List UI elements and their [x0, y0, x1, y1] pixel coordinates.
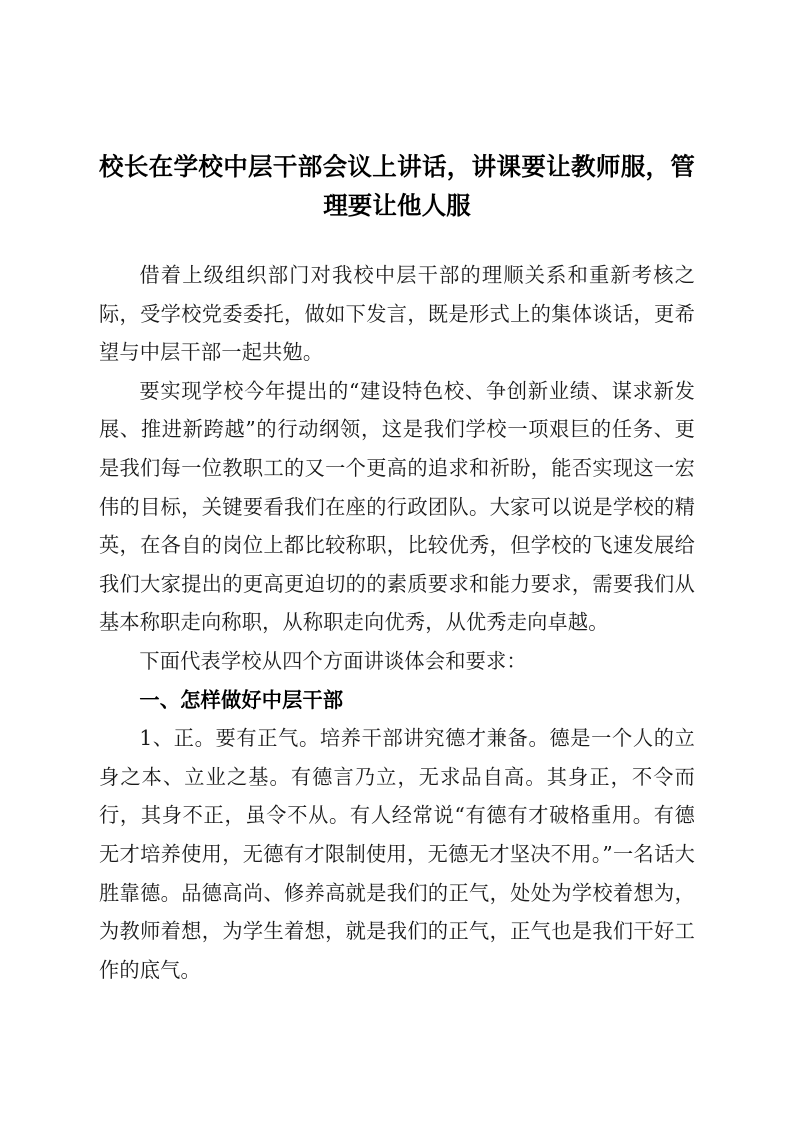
paragraph-integrity: 1、正。要有正气。培养干部讲究德才兼备。德是一个人的立身之本、立业之基。有德言乃立，无求品自高。其身正，不令而行，其身不正，虽令不从。有人经常说“有德有才破格重用。有德无才培养使用，无德有才限制使用，无德无才坚决不用。”一名话大胜靠德。品德高尚、修养高就是我们的正气，处处为学校着想为，为教师着想，为学生着想，就是我们的正气，正气也是我们干好工作的底气。	[99, 726, 695, 982]
document-content	[99, 148, 695, 989]
paragraph-goals: 要实现学校今年提出的“建设特色校、争创新业绩、谋求新发展、推进新跨越”的行动纲领，这是我们学校一项艰巨的任务、更是我们每一位教职工的又一个更高的追求和祈盼，能否实现这一宏伟的目标，关键要看我们在座的行政团队。大家可以说是学校的精英，在各自的岗位上都比较称职，比较优秀，但学校的飞速发展给我们大家提出的更高更迫切的的素质要求和能力要求，需要我们从基本称职走向称职，从称职走向优秀，从优秀走向卓越。	[99, 378, 695, 635]
paragraph-intro: 借着上级组织部门对我校中层干部的理顺关系和重新考核之际，受学校党委委托，做如下发言，既是形式上的集体谈话，更希望与中层干部一起共勉。	[99, 263, 695, 365]
paragraph-outline: 下面代表学校从四个方面讲谈体会和要求：	[139, 648, 527, 673]
section-heading-1: 一、怎样做好中层干部	[139, 687, 344, 712]
page-title: 校长在学校中层干部会议上讲话，讲课要让教师服，管理要让他人服	[99, 154, 695, 220]
